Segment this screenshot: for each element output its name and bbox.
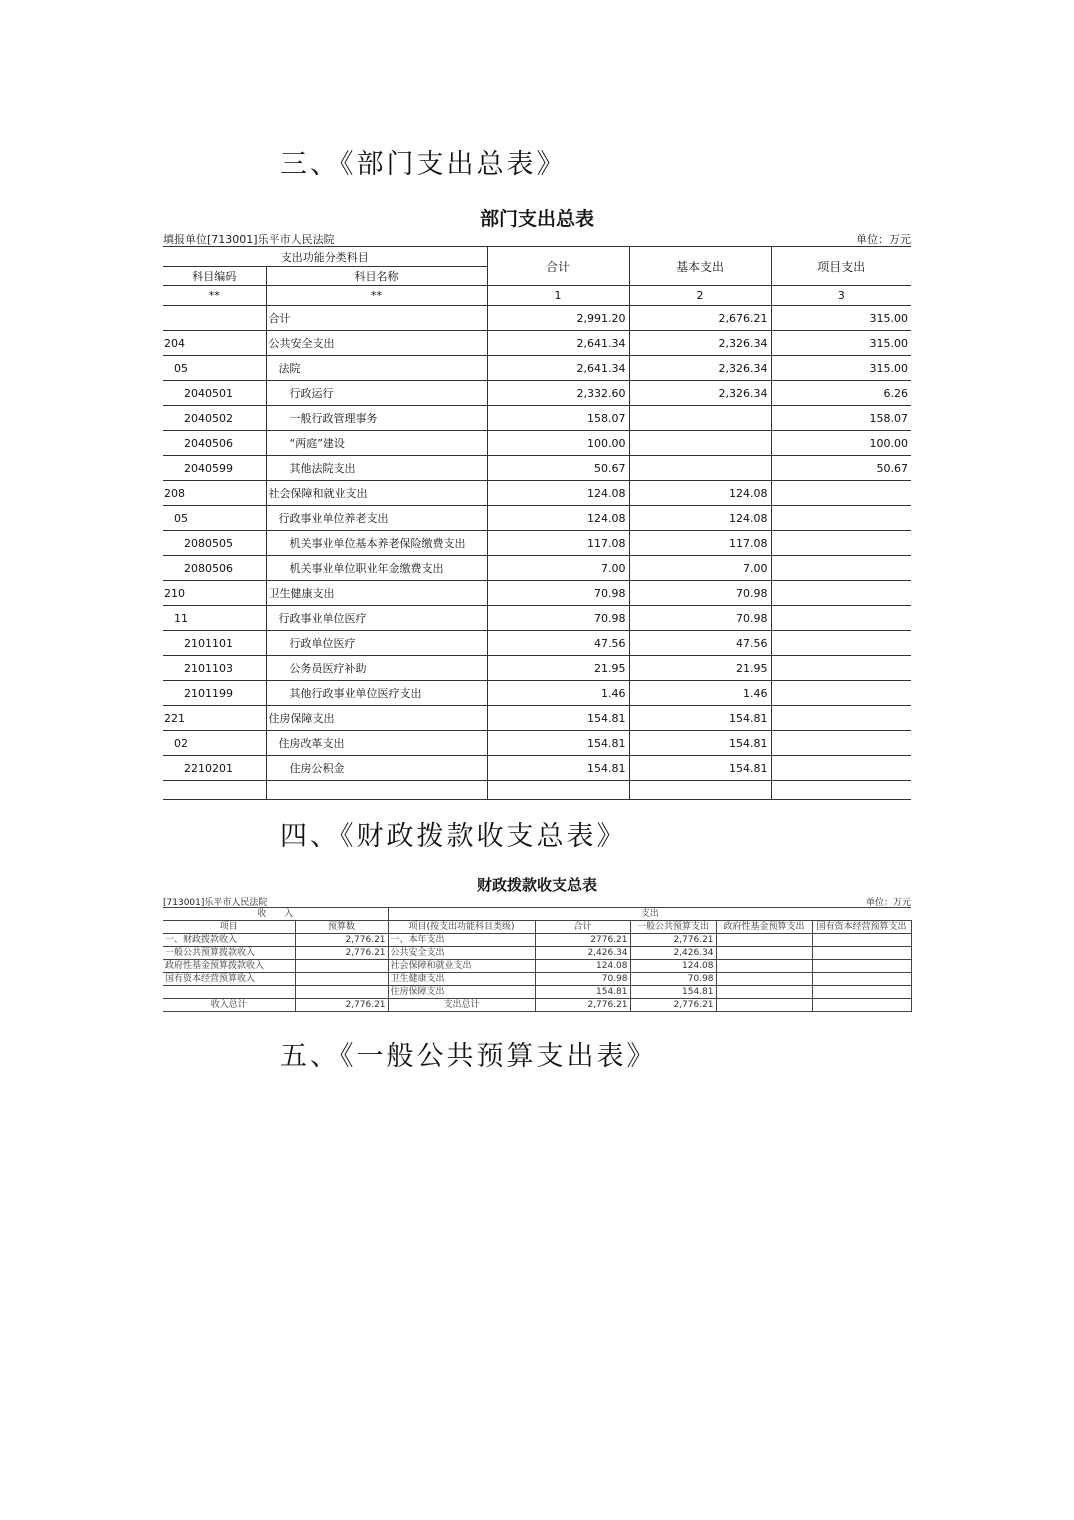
cell-project [771,606,911,631]
t2-cell: 一、本年支出 [388,934,535,947]
cell-name: 公共安全支出 [266,331,487,356]
cell-code: 221 [163,706,266,731]
table-row [163,656,911,681]
cell-basic: 117.08 [629,531,771,556]
t2-cell: 124.08 [630,960,716,973]
t2-cell: 2776.21 [535,934,630,947]
t2-cell: 支出总计 [388,999,535,1012]
t2-cell: 2,776.21 [630,934,716,947]
t2-cell: 卫生健康支出 [388,973,535,986]
cell-code: 11 [163,606,266,631]
t2-cell: 公共安全支出 [388,947,535,960]
cell-total: 70.98 [487,581,629,606]
cell-total: 154.81 [487,731,629,756]
cell-project [771,481,911,506]
cell-basic: 2,676.21 [629,306,771,331]
index-cell: 1 [487,286,629,306]
table-row [163,506,911,531]
t2-cell [716,934,812,947]
cell-project: 6.26 [771,381,911,406]
t2-header: 预算数 [295,921,388,934]
table1-title: 部门支出总表 [479,208,594,230]
cell-basic: 154.81 [629,731,771,756]
t2-cell [716,947,812,960]
cell-code: 208 [163,481,266,506]
t2-cell [812,973,911,986]
table-row [163,681,911,706]
t2-cell [812,947,911,960]
t2-cell: 社会保障和就业支出 [388,960,535,973]
department-expenditure-table [163,246,911,800]
cell-total: 117.08 [487,531,629,556]
table1-unit-right: 单位：万元 [856,233,911,246]
cell-project: 315.00 [771,331,911,356]
cell-name: “两庭”建设 [266,431,487,456]
t2-cell: 154.81 [630,986,716,999]
group-expense: 支出 [388,908,911,921]
cell-code: 05 [163,506,266,531]
header-code: 科目编码 [163,267,266,286]
cell-basic [629,406,771,431]
t2-cell: 2,776.21 [295,934,388,947]
table-row [163,531,911,556]
table2-unit-label: [713001]乐平市人民法院 [163,898,268,908]
cell-total: 2,641.34 [487,331,629,356]
t2-cell [716,973,812,986]
cell-project [771,706,911,731]
t2-cell: 2,426.34 [535,947,630,960]
t2-header: 一般公共预算支出 [630,921,716,934]
table1-meta [163,231,911,247]
table-row [163,631,911,656]
table1-unit-label: 填报单位[713001]乐平市人民法院 [163,233,335,246]
cell-name: 卫生健康支出 [266,581,487,606]
t2-cell: 2,776.21 [535,999,630,1012]
t2-cell: 2,776.21 [295,999,388,1012]
fiscal-appropriation-table [163,907,912,1012]
cell-project [771,731,911,756]
t2-cell: 2,426.34 [630,947,716,960]
table-row [163,431,911,456]
cell-project: 315.00 [771,356,911,381]
cell-basic: 70.98 [629,581,771,606]
cell-code: 02 [163,731,266,756]
t2-cell: 70.98 [630,973,716,986]
t2-cell: 124.08 [535,960,630,973]
cell-project [771,756,911,781]
t2-header: 政府性基金预算支出 [716,921,812,934]
cell-basic: 2,326.34 [629,331,771,356]
cell-project [771,581,911,606]
cell-total: 70.98 [487,606,629,631]
cell-basic: 1.46 [629,681,771,706]
cell-code: 2210201 [163,756,266,781]
t2-header: 国有资本经营预算支出 [812,921,911,934]
cell-project: 50.67 [771,456,911,481]
header-basic: 基本支出 [629,247,771,286]
cell-basic: 21.95 [629,656,771,681]
cell-project: 100.00 [771,431,911,456]
cell-total: 2,991.20 [487,306,629,331]
cell-code: 2101101 [163,631,266,656]
cell-project: 158.07 [771,406,911,431]
section-heading-5: 五、《一般公共预算支出表》 [280,1041,657,1072]
cell-total: 124.08 [487,481,629,506]
table-row [163,356,911,381]
cell-name: 行政运行 [266,381,487,406]
cell-name: 住房公积金 [266,756,487,781]
cell-code: 2080505 [163,531,266,556]
t2-cell [716,999,812,1012]
cell-basic [629,431,771,456]
cell-code: 2101199 [163,681,266,706]
t2-cell [812,934,911,947]
t2-cell: 一、财政拨款收入 [163,934,295,947]
cell-name: 社会保障和就业支出 [266,481,487,506]
cell-code: 2040502 [163,406,266,431]
cell-basic: 70.98 [629,606,771,631]
t2-cell: 一般公共预算拨款收入 [163,947,295,960]
cell-name: 其他行政事业单位医疗支出 [266,681,487,706]
header-name: 科目名称 [266,267,487,286]
cell-total: 50.67 [487,456,629,481]
cell-total: 100.00 [487,431,629,456]
table2-unit-right: 单位：万元 [865,898,911,908]
cell-code: 2040506 [163,431,266,456]
table-row [163,934,911,947]
t2-cell: 住房保障支出 [388,986,535,999]
cell-basic: 154.81 [629,756,771,781]
cell-name: 行政单位医疗 [266,631,487,656]
header-project: 项目支出 [771,247,911,286]
table-row [163,331,911,356]
t2-cell: 154.81 [535,986,630,999]
cell-basic: 2,326.34 [629,381,771,406]
cell-name: 机关事业单位基本养老保险缴费支出 [266,531,487,556]
cell-name: 行政事业单位医疗 [266,606,487,631]
table-row [163,731,911,756]
table-row [163,381,911,406]
t2-cell [295,973,388,986]
cell-project [771,506,911,531]
t2-cell: 政府性基金预算拨款收入 [163,960,295,973]
table-row [163,947,911,960]
cell-project [771,631,911,656]
table-row [163,999,911,1012]
header-total: 合计 [487,247,629,286]
section-heading-4: 四、《财政拨款收支总表》 [280,821,627,852]
cell-project: 315.00 [771,306,911,331]
t2-cell [812,986,911,999]
table2-title: 财政拨款收支总表 [476,876,597,894]
t2-cell: 收入总计 [163,999,295,1012]
cell-basic: 7.00 [629,556,771,581]
cell-total: 154.81 [487,756,629,781]
table-row [163,960,911,973]
cell-total: 47.56 [487,631,629,656]
t2-cell [163,986,295,999]
header-group: 支出功能分类科目 [163,247,487,267]
cell-name: 住房改革支出 [266,731,487,756]
index-cell: ** [163,286,266,306]
t2-cell [295,986,388,999]
cell-basic: 124.08 [629,506,771,531]
cell-total: 2,641.34 [487,356,629,381]
cell-basic: 154.81 [629,706,771,731]
cell-name: 法院 [266,356,487,381]
table-row [163,556,911,581]
t2-header: 项目 [163,921,295,934]
cell-project [771,681,911,706]
cell-code: 210 [163,581,266,606]
t2-header: 合计 [535,921,630,934]
cell-name: 公务员医疗补助 [266,656,487,681]
table-row [163,481,911,506]
t2-cell: 2,776.21 [295,947,388,960]
cell-name: 机关事业单位职业年金缴费支出 [266,556,487,581]
cell-project [771,531,911,556]
cell-basic [629,456,771,481]
cell-basic: 47.56 [629,631,771,656]
table-row [163,706,911,731]
cell-code: 05 [163,356,266,381]
index-cell: 2 [629,286,771,306]
group-income: 收 入 [163,908,388,921]
table-row [163,306,911,331]
cell-code: 204 [163,331,266,356]
t2-cell [295,960,388,973]
table-row [163,456,911,481]
cell-code: 2040599 [163,456,266,481]
table-row [163,986,911,999]
cell-project [771,656,911,681]
cell-total: 7.00 [487,556,629,581]
table-row [163,973,911,986]
cell-total: 154.81 [487,706,629,731]
cell-code: 2080506 [163,556,266,581]
cell-code: 2040501 [163,381,266,406]
t2-cell [812,999,911,1012]
cell-total: 124.08 [487,506,629,531]
cell-total: 1.46 [487,681,629,706]
t2-cell: 2,776.21 [630,999,716,1012]
cell-name: 住房保障支出 [266,706,487,731]
cell-name: 一般行政管理事务 [266,406,487,431]
table-row [163,406,911,431]
section-heading-3: 三、《部门支出总表》 [280,149,567,180]
table-row [163,606,911,631]
t2-header: 项目(按支出功能科目类级) [388,921,535,934]
cell-name: 其他法院支出 [266,456,487,481]
cell-total: 21.95 [487,656,629,681]
cell-total: 158.07 [487,406,629,431]
cell-code: 2101103 [163,656,266,681]
table-row [163,581,911,606]
cell-basic: 2,326.34 [629,356,771,381]
t2-cell [716,960,812,973]
t2-cell: 国有资本经营预算收入 [163,973,295,986]
cell-basic: 124.08 [629,481,771,506]
t2-cell [812,960,911,973]
t2-cell [716,986,812,999]
cell-code [163,306,266,331]
table-row [163,756,911,781]
cell-name: 行政事业单位养老支出 [266,506,487,531]
index-cell: 3 [771,286,911,306]
t2-cell: 70.98 [535,973,630,986]
index-cell: ** [266,286,487,306]
cell-project [771,556,911,581]
cell-name: 合计 [266,306,487,331]
cell-total: 2,332.60 [487,381,629,406]
